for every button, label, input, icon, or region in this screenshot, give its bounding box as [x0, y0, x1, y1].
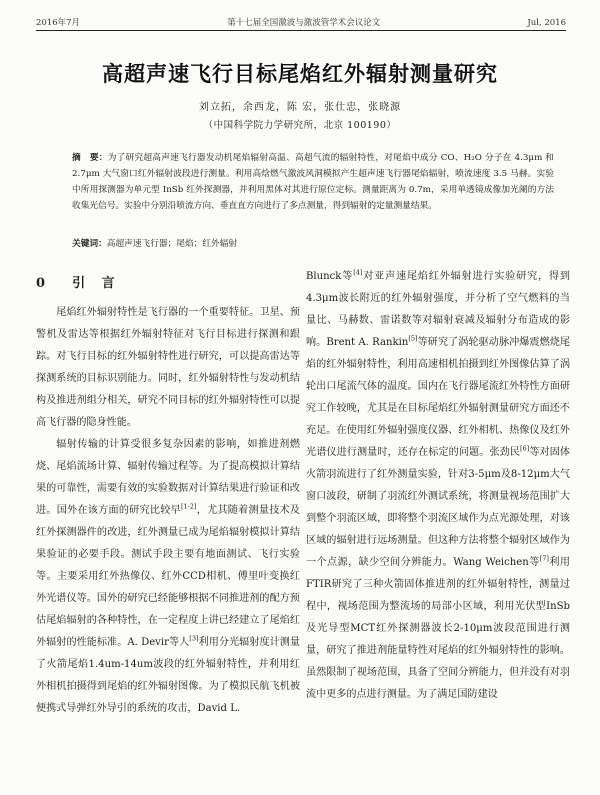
body-paragraph: 尾焰红外辐射特性是飞行器的一个重要特征。卫星、预警机及雷达等根据红外辐射特征对飞行目标进行探测和跟踪。对飞行目标的红外辐射特性进行研究，可以提高雷达等探测系统的目标识别能力。同时，红外辐射特性与发动机结构及推进剂组分相关，研究不同目标的红外辐射特性可以提高飞行器的隐身性能。	[36, 307, 300, 428]
abstract-text: 为了研究超高声速飞行器发动机尾焰辐射高温、高超气流的辐射特性，对尾焰中成分 CO、H₂O 分子在 4.3μm 和 2.7μm 大气窗口红外辐射波段进行测量。利用高焓燃气激波风洞模拟产生超声速飞行器尾焰辐射，喷流速度 3.5 马赫。实验中所用探测器为单元型 InSb 红外探测器，并利用黑体对其进行原位定标。测量距离为 0.7m，采用单透镜成像加光阑的方法收集光信号。实验中分别沿喷流方向、垂直直方向进行了多点测量，得到辐射的定量测量结果。	[72, 153, 554, 211]
header-conference: 第十七届全国激波与激波管学术会议论文	[227, 18, 381, 28]
left-column	[36, 268, 300, 720]
keywords-text: 高超声速飞行器；尾焰；红外辐射	[106, 239, 238, 249]
section-heading	[36, 272, 300, 296]
body-paragraph: Blunck等[4]对亚声速尾焰红外辐射进行实验研究，得到4.3μm波长附近的红外辐射强度，并分析了空气燃料的当量比、马赫数、雷诺数等对辐射衰减及辐射分布造成的影响。Brent A. Rankin[5]等研究了涡轮驱动脉冲爆震燃烧尾焰的红外辐射特性，利用高速相机拍摄到红外图像估算了涡轮出口尾流气体的温度。国内在飞行器尾流红外特性方面研究工作较晚，尤其是在目标尾焰红外辐射测量研究方面还不充足。在使用红外辐射强度仪器、红外相机、热像仪及红外光谱仪进行测量时，还存在标定的问题。张劲民[6]等对固体火箭羽流进行了红外测量实验，针对3-5μm及8-12μm大气窗口波段，研制了羽流红外测试系统，将测量视场范围扩大到整个羽流区域，即将整个羽流区域作为点光源处理，对该区域的辐射进行远场测量。但这种方法将整个辐射区域作为一个点源，缺少空间分辨能力。Wang Weichen等[7]利用FTIR研究了三种火箭固体推进剂的红外辐射特性，测量过程中，视场范围为整流场的局部小区域，利用光伏型InSb及光导型MCT红外探测器波长2-10μm波段范围进行测量，研究了推进剂能量特性对尾焰的红外辐射特性的影响。虽然限制了视场范围，具备了空间分辨能力，但并没有对羽流中更多的点进行测量。为了满足国防建设	[306, 268, 571, 700]
paper-affiliation: （中国科学院力学研究所，北京 100190）	[203, 120, 397, 131]
header-date: 2016年7月	[36, 18, 81, 28]
abstract-label: 摘 要：	[72, 153, 108, 163]
body-paragraph: 辐射传输的计算受很多复杂因素的影响，如推进剂燃烧、尾焰流场计算、辐射传输过程等。为了提高模拟计算结果的可靠性，需要有效的实验数据对计算结果进行验证和改进。国外在该方面的研究比较早[1-2]，尤其随着测量技术及红外探测器件的改进，红外测量已成为尾焰辐射模拟计算结果验证的必要手段。测试手段主要有地面测试、飞行实验等。主要采用红外热像仪、红外CCD相机、傅里叶变换红外光谱仪等。国外的研究已经能够根据不同推进剂的配方预估尾焰辐射的各种特性，在一定程度上讲已经建立了尾焰红外辐射的性能标准。A. Devir等人[3]利用分光辐射度计测量了火箭尾焰1.4um-14um波段的红外辐射特性，并利用红外相机拍摄得到尾焰的红外辐射图像。为了模拟民航飞机被便携式导弹红外导引的系统的攻击，David L.	[36, 439, 301, 714]
citation-marker: [6]	[520, 444, 530, 453]
keywords	[72, 236, 554, 252]
paper-authors: 刘立拓，余西龙，陈 宏，张仕忠，张晓源	[198, 102, 402, 113]
abstract	[72, 150, 554, 214]
section-number: 0	[36, 276, 52, 291]
running-header	[36, 10, 566, 31]
right-column	[306, 266, 570, 706]
citation-marker: [5]	[408, 334, 418, 343]
citation-marker: [4]	[353, 268, 363, 277]
header-date-en: Jul, 2016	[527, 18, 566, 28]
section-title: 引 言	[72, 276, 121, 291]
paper-title: 高超声速飞行目标尾焰红外辐射测量研究	[102, 61, 498, 86]
citation-marker: [7]	[539, 554, 549, 563]
keywords-label: 关键词：	[72, 239, 107, 249]
citation-marker: [3]	[189, 634, 199, 643]
citation-marker: [1-2]	[180, 502, 197, 511]
